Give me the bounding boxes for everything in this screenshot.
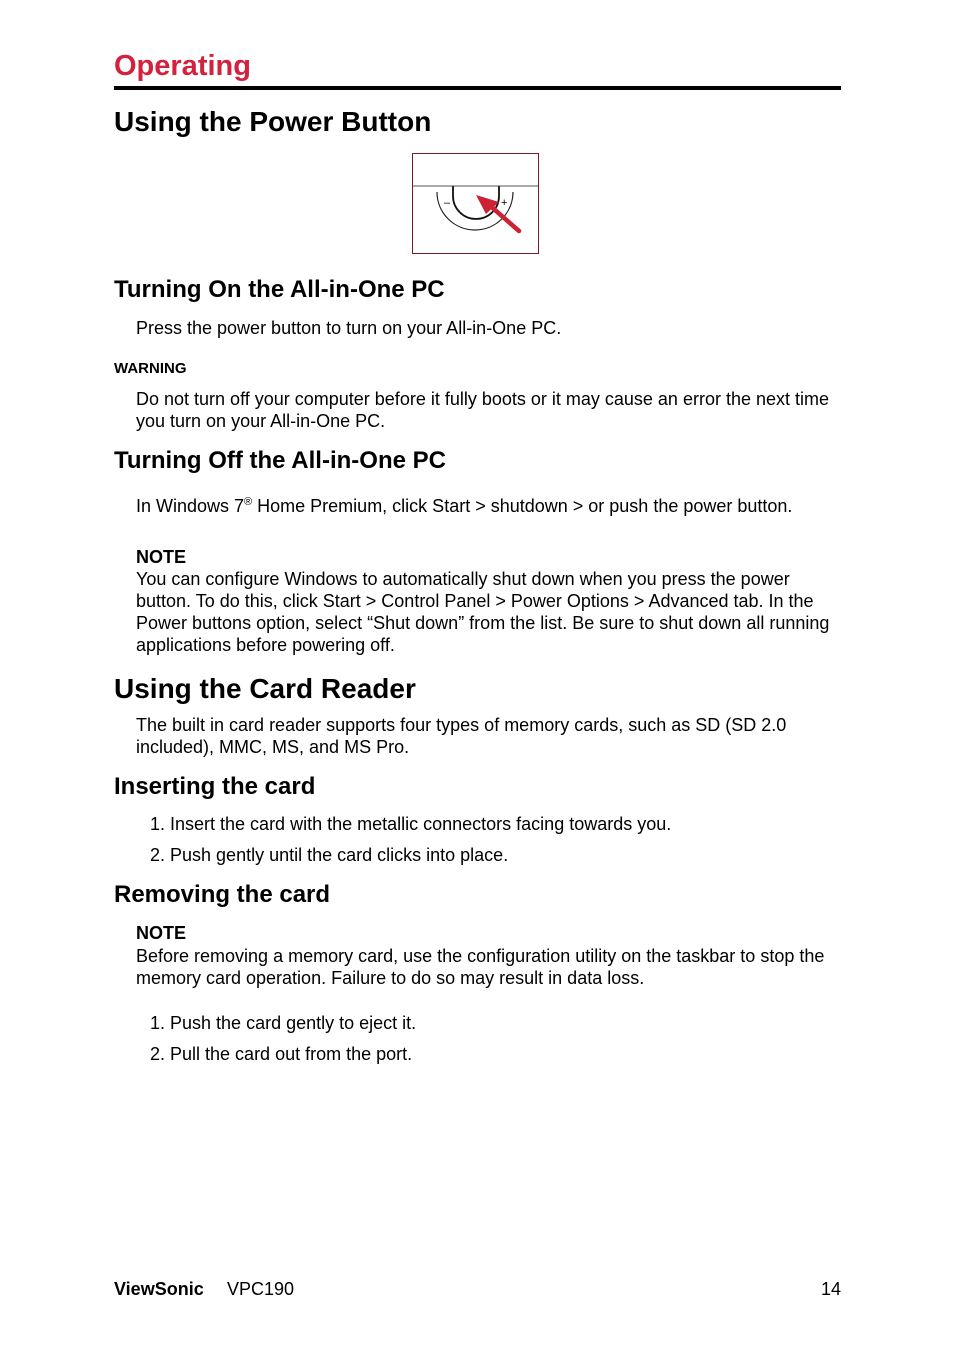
page-number: 14 [820,1279,841,1299]
remove-note-label: NOTE [136,923,187,943]
note-label: NOTE [136,547,187,567]
turning-on-heading: Turning On the All-in-One PC [114,276,445,303]
power-button-figure [412,153,539,254]
card-reader-heading: Using the Card Reader [114,673,416,704]
figure-minus-label: – [444,197,451,209]
warning-text: Do not turn off your computer before it fully boots or it may cause an error the next time you turn on your All-in-One PC. [136,389,829,431]
figure-plus-label: + [501,197,508,209]
section-title: Operating [114,50,251,82]
turning-off-text-post: Home Premium, click Start > shutdown > or push the power button. [252,496,793,516]
card-reader-intro: The built in card reader supports four types of memory cards, such as SD (SD 2.0 included), MMC, MS, and MS Pro. [136,715,787,757]
remove-step-2: 2. Pull the card out from the port. [150,1044,413,1064]
registered-mark: ® [244,496,253,508]
inserting-card-heading: Inserting the card [114,773,316,800]
turning-on-text: Press the power button to turn on your All-in-One PC. [136,318,562,338]
removing-card-heading: Removing the card [114,881,331,908]
power-button-heading: Using the Power Button [114,106,432,137]
header-rule [114,86,841,90]
warning-label: WARNING [114,360,187,377]
remove-step-1: 1. Push the card gently to eject it. [150,1013,417,1033]
insert-step-2: 2. Push gently until the card clicks into place. [150,845,509,865]
footer-model: VPC190 [227,1279,295,1299]
turning-off-text [136,491,841,517]
remove-note-text: Before removing a memory card, use the configuration utility on the taskbar to stop the memory card operation. Failure to do so may result in data loss. [136,946,825,988]
turning-off-text-pre: In Windows 7 [136,496,245,516]
power-button-arrow-icon [413,154,538,253]
footer-brand: ViewSonic [114,1279,204,1299]
turning-off-heading: Turning Off the All-in-One PC [114,447,446,474]
note-text: You can configure Windows to automatically shut down when you press the power button. To do this, click Start > Control Panel > Power Options > Advanced tab. In the Power buttons option, select “Shut down” from the list. Be sure to shut down all running applications before powering off. [136,569,830,655]
insert-step-1: 1. Insert the card with the metallic connectors facing towards you. [150,814,672,834]
